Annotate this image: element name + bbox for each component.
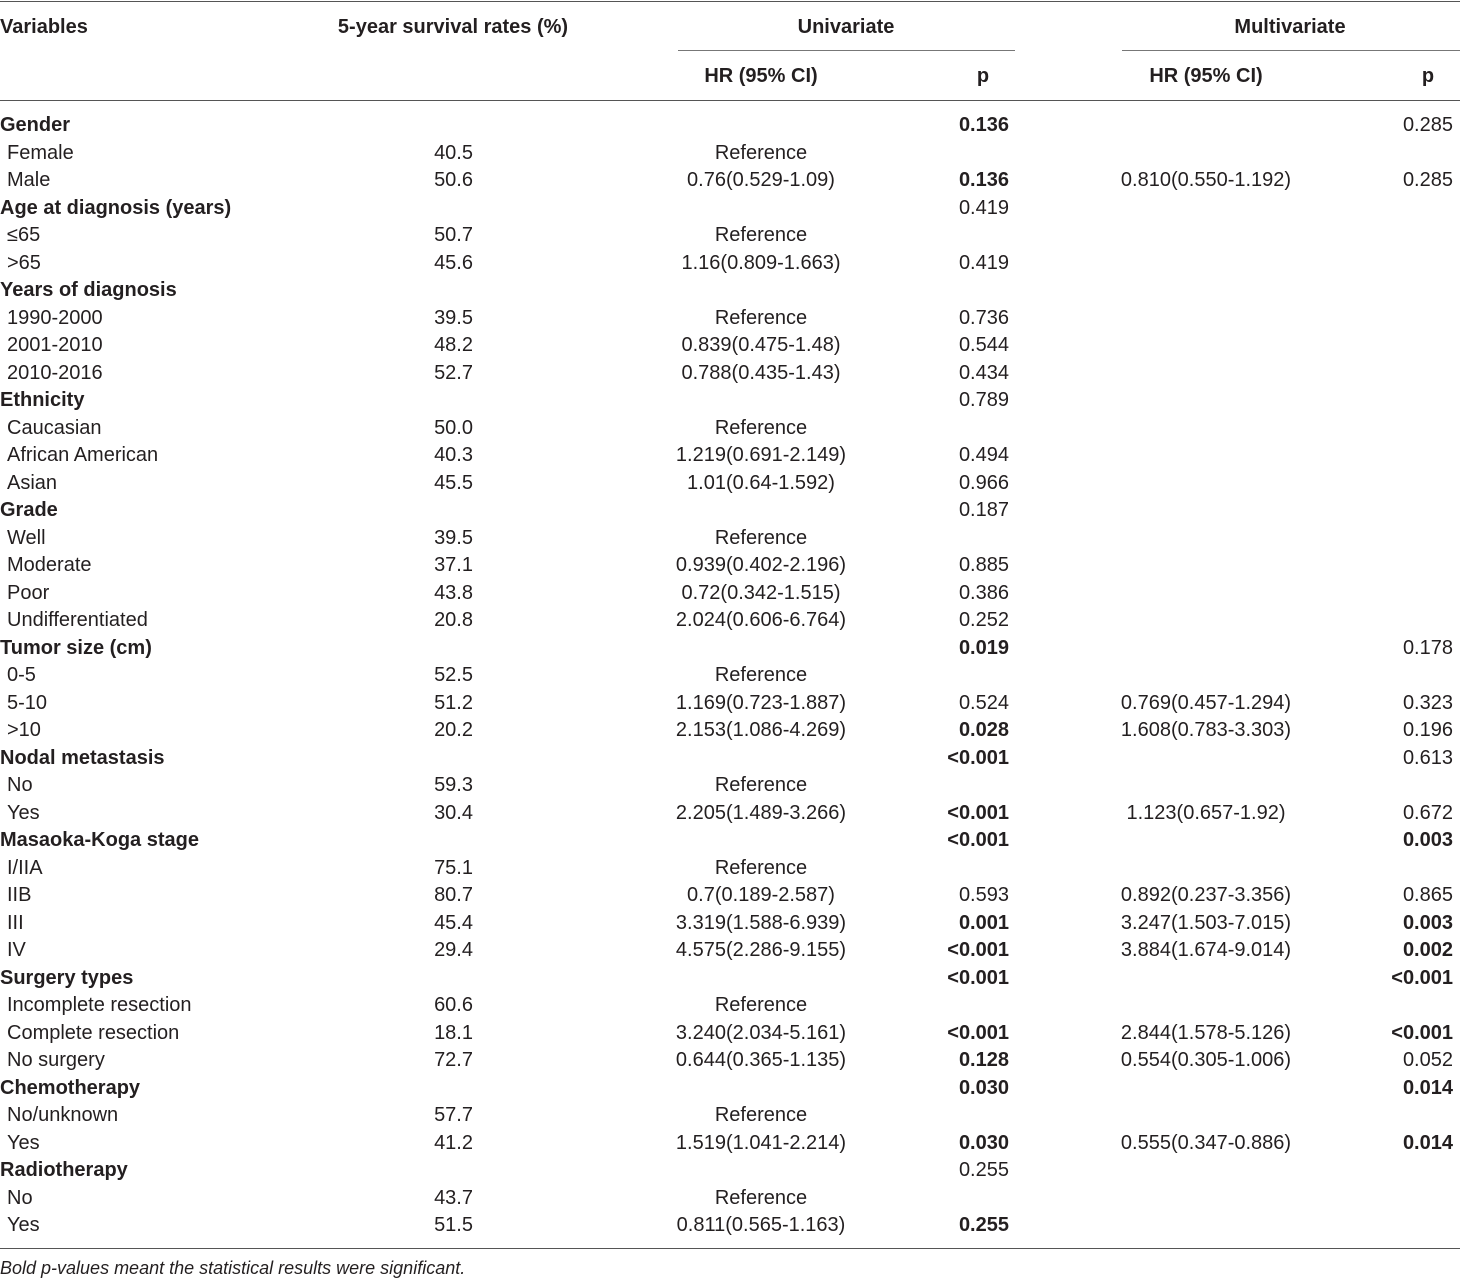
table-row	[0, 855, 1460, 883]
variable-cell: 2010-2016	[7, 361, 103, 384]
variable-cell: Yes	[7, 1214, 40, 1236]
uni-p-cell: 0.736	[958, 306, 1009, 329]
table-row	[0, 250, 1460, 278]
survival-cell: 43.7	[434, 1186, 473, 1209]
multi-hr-cell: 0.769(0.457-1.294)	[1120, 691, 1292, 714]
uni-hr-cell: 0.7(0.189-2.587)	[687, 884, 835, 906]
variable-cell: Gender	[0, 114, 71, 136]
uni-p-cell: 0.434	[958, 361, 1009, 384]
group-header-row	[0, 1157, 1460, 1185]
survival-cell: 59.3	[434, 774, 473, 796]
table-row	[0, 167, 1460, 195]
multi-p-cell: 0.196	[1402, 719, 1453, 741]
uni-hr-cell: Reference	[714, 774, 808, 796]
variable-cell: 5-10	[7, 691, 48, 714]
multi-p-cell: 0.014	[1402, 1076, 1453, 1099]
uni-p-cell: 0.885	[958, 554, 1009, 576]
uni-hr-cell: 2.205(1.489-3.266)	[675, 801, 847, 824]
variable-cell: Ethnicity	[0, 389, 85, 411]
multi-p-cell: 0.014	[1402, 1131, 1453, 1154]
uni-p-cell: 0.386	[958, 581, 1009, 604]
survival-cell: 50.0	[434, 416, 473, 439]
variable-cell: IV	[7, 939, 26, 961]
table-row	[0, 580, 1460, 608]
variable-cell: Undifferentiated	[7, 609, 148, 631]
uni-hr-cell: Reference	[714, 416, 808, 439]
group-header-row	[0, 277, 1460, 305]
survival-cell: 45.6	[434, 251, 473, 274]
uni-p-cell: <0.001	[947, 939, 1009, 961]
header-univariate: Univariate	[797, 16, 895, 38]
multi-p-cell: 0.285	[1402, 169, 1453, 191]
uni-hr-cell: 1.219(0.691-2.149)	[675, 444, 847, 466]
uni-p-cell: 0.001	[958, 911, 1009, 934]
table-row	[0, 992, 1460, 1020]
survival-cell: 52.5	[434, 664, 473, 686]
uni-p-cell: 0.494	[958, 444, 1009, 466]
table-row	[0, 332, 1460, 360]
survival-cell: 50.6	[434, 169, 473, 191]
survival-cell: 75.1	[434, 856, 473, 879]
uni-hr-cell: 0.839(0.475-1.48)	[681, 334, 841, 356]
variable-cell: Caucasian	[7, 416, 102, 439]
variable-cell: Grade	[0, 499, 58, 521]
header-uni-p: p	[976, 65, 990, 87]
uni-p-cell: <0.001	[947, 829, 1009, 851]
uni-hr-cell: Reference	[714, 664, 808, 686]
table-row	[0, 662, 1460, 690]
variable-cell: No	[7, 1186, 33, 1209]
uni-hr-cell: 0.76(0.529-1.09)	[687, 169, 835, 191]
uni-hr-cell: 0.939(0.402-2.196)	[675, 554, 847, 576]
survival-cell: 39.5	[434, 526, 473, 549]
variable-cell: Years of diagnosis	[0, 279, 177, 301]
variable-cell: 2001-2010	[7, 334, 103, 356]
variable-cell: Surgery types	[0, 966, 134, 989]
variable-cell: Yes	[7, 1131, 40, 1154]
table-row	[0, 1130, 1460, 1158]
header-variables: Variables	[0, 16, 88, 38]
multi-hr-cell: 3.884(1.674-9.014)	[1120, 939, 1292, 961]
group-header-row	[0, 827, 1460, 855]
survival-cell: 39.5	[434, 306, 473, 329]
header-uni-hr: HR (95% CI)	[704, 65, 818, 87]
survival-cell: 51.5	[434, 1214, 473, 1236]
table-row	[0, 525, 1460, 553]
uni-hr-cell: 0.72(0.342-1.515)	[681, 581, 841, 604]
multi-hr-cell: 0.810(0.550-1.192)	[1120, 169, 1292, 191]
uni-hr-cell: Reference	[714, 1104, 808, 1126]
table-row	[0, 470, 1460, 498]
multi-p-cell: 0.613	[1402, 746, 1453, 769]
multi-p-cell: <0.001	[1391, 966, 1453, 989]
variable-cell: Age at diagnosis (years)	[0, 196, 232, 219]
table-footnote: Bold p-values meant the statistical results were significant.	[0, 1258, 466, 1278]
group-header-row	[0, 387, 1460, 415]
multi-p-cell: 0.178	[1402, 636, 1453, 659]
variable-cell: Male	[7, 169, 51, 191]
multi-p-cell: <0.001	[1391, 1021, 1453, 1044]
uni-p-cell: 0.524	[958, 691, 1009, 714]
variable-cell: Complete resection	[7, 1021, 180, 1044]
variable-cell: Moderate	[7, 554, 92, 576]
uni-p-cell: 0.128	[958, 1049, 1009, 1071]
multi-hr-cell: 2.844(1.578-5.126)	[1120, 1021, 1292, 1044]
uni-hr-cell: 1.16(0.809-1.663)	[681, 251, 841, 274]
group-header-row	[0, 112, 1460, 140]
group-header-row	[0, 497, 1460, 525]
uni-p-cell: 0.593	[958, 884, 1009, 906]
table-row	[0, 772, 1460, 800]
uni-hr-cell: Reference	[714, 526, 808, 549]
group-header-row	[0, 745, 1460, 773]
table-row	[0, 800, 1460, 828]
table-row	[0, 717, 1460, 745]
table-row	[0, 937, 1460, 965]
survival-cell: 29.4	[434, 939, 473, 961]
header-multi-p: p	[1421, 65, 1435, 87]
uni-p-cell: 0.966	[958, 471, 1009, 494]
multi-p-cell: 0.052	[1402, 1049, 1453, 1071]
survival-cell: 40.5	[434, 141, 473, 164]
survival-cell: 51.2	[434, 691, 473, 714]
uni-hr-cell: Reference	[714, 856, 808, 879]
multi-p-cell: 0.285	[1402, 114, 1453, 136]
survival-cell: 30.4	[434, 801, 473, 824]
multi-p-cell: 0.003	[1402, 829, 1453, 851]
variable-cell: >10	[7, 719, 41, 741]
uni-p-cell: <0.001	[947, 801, 1009, 824]
uni-p-cell: 0.255	[958, 1159, 1009, 1181]
variable-cell: Nodal metastasis	[0, 746, 165, 769]
table-row	[0, 1102, 1460, 1130]
table-row	[0, 1212, 1460, 1240]
uni-p-cell: 0.030	[958, 1076, 1009, 1099]
uni-hr-cell: 1.01(0.64-1.592)	[687, 471, 835, 494]
variable-cell: >65	[7, 251, 41, 274]
uni-hr-cell: Reference	[714, 994, 808, 1016]
uni-p-cell: <0.001	[947, 746, 1009, 769]
survival-cell: 41.2	[434, 1131, 473, 1154]
multi-hr-cell: 0.892(0.237-3.356)	[1120, 884, 1292, 906]
table-row	[0, 442, 1460, 470]
multi-p-cell: 0.672	[1402, 801, 1453, 824]
table-row	[0, 1185, 1460, 1213]
uni-hr-cell: 2.153(1.086-4.269)	[675, 719, 847, 741]
bottom-rule	[0, 1248, 1460, 1249]
uni-p-cell: 0.419	[958, 196, 1009, 219]
table-row	[0, 1020, 1460, 1048]
survival-cell: 20.2	[434, 719, 473, 741]
univariate-span-rule	[678, 50, 1015, 51]
group-header-row	[0, 635, 1460, 663]
survival-cell: 60.6	[434, 994, 473, 1016]
uni-p-cell: <0.001	[947, 1021, 1009, 1044]
table-row	[0, 305, 1460, 333]
uni-p-cell: 0.030	[958, 1131, 1009, 1154]
group-header-row	[0, 1075, 1460, 1103]
uni-p-cell: 0.028	[958, 719, 1009, 741]
uni-p-cell: 0.019	[958, 636, 1009, 659]
uni-p-cell: 0.544	[958, 334, 1009, 356]
table-row	[0, 910, 1460, 938]
uni-p-cell: 0.136	[958, 114, 1009, 136]
uni-hr-cell: 2.024(0.606-6.764)	[675, 609, 847, 631]
table-row	[0, 222, 1460, 250]
group-header-row	[0, 965, 1460, 993]
variable-cell: 1990-2000	[7, 306, 103, 329]
table-row	[0, 1047, 1460, 1075]
survival-cell: 72.7	[434, 1049, 473, 1071]
survival-cell: 50.7	[434, 224, 473, 246]
survival-cell: 37.1	[434, 554, 473, 576]
variable-cell: III	[7, 911, 24, 934]
variable-cell: Masaoka-Koga stage	[0, 829, 199, 851]
multi-hr-cell: 0.555(0.347-0.886)	[1120, 1131, 1292, 1154]
header-multi-hr: HR (95% CI)	[1149, 65, 1263, 87]
survival-cell: 40.3	[434, 444, 473, 466]
variable-cell: Incomplete resection	[7, 994, 192, 1016]
variable-cell: 0-5	[7, 664, 36, 686]
survival-cell: 18.1	[434, 1021, 473, 1044]
multi-p-cell: 0.002	[1402, 939, 1453, 961]
uni-p-cell: 0.789	[958, 389, 1009, 411]
uni-p-cell: 0.136	[958, 169, 1009, 191]
multi-p-cell: 0.323	[1402, 691, 1453, 714]
uni-p-cell: 0.187	[958, 499, 1009, 521]
variable-cell: I/IIA	[7, 856, 43, 879]
table-body	[0, 112, 1460, 1240]
uni-hr-cell: 1.519(1.041-2.214)	[675, 1131, 847, 1154]
table-row	[0, 552, 1460, 580]
uni-p-cell: 0.255	[958, 1214, 1009, 1236]
variable-cell: Poor	[7, 581, 50, 604]
uni-p-cell: 0.252	[958, 609, 1009, 631]
survival-cell: 52.7	[434, 361, 473, 384]
multi-p-cell: 0.865	[1402, 884, 1453, 906]
multi-hr-cell: 1.608(0.783-3.303)	[1120, 719, 1292, 741]
multivariate-span-rule	[1122, 50, 1460, 51]
variable-cell: Well	[7, 526, 46, 549]
variable-cell: Asian	[7, 471, 58, 494]
multi-p-cell: 0.003	[1402, 911, 1453, 934]
variable-cell: African American	[7, 444, 159, 466]
multi-hr-cell: 1.123(0.657-1.92)	[1126, 801, 1286, 824]
variable-cell: No surgery	[7, 1049, 105, 1071]
survival-cell: 20.8	[434, 609, 473, 631]
uni-hr-cell: Reference	[714, 224, 808, 246]
variable-cell: Yes	[7, 801, 40, 824]
variable-cell: IIB	[7, 884, 32, 906]
uni-hr-cell: 0.644(0.365-1.135)	[675, 1049, 847, 1071]
variable-cell: Female	[7, 141, 74, 164]
survival-cell: 43.8	[434, 581, 473, 604]
variable-cell: No/unknown	[7, 1104, 119, 1126]
survival-cell: 45.5	[434, 471, 473, 494]
uni-hr-cell: 0.811(0.565-1.163)	[676, 1214, 846, 1236]
multi-hr-cell: 3.247(1.503-7.015)	[1120, 911, 1292, 934]
uni-hr-cell: 0.788(0.435-1.43)	[681, 361, 841, 384]
variable-cell: No	[7, 774, 33, 796]
table-row	[0, 882, 1460, 910]
variable-cell: Chemotherapy	[0, 1076, 141, 1099]
table-row	[0, 415, 1460, 443]
top-rule	[0, 1, 1460, 2]
variable-cell: Tumor size (cm)	[0, 636, 152, 659]
table-row	[0, 607, 1460, 635]
table-row	[0, 690, 1460, 718]
uni-hr-cell: 4.575(2.286-9.155)	[675, 939, 847, 961]
uni-hr-cell: 1.169(0.723-1.887)	[675, 691, 847, 714]
uni-p-cell: <0.001	[947, 966, 1009, 989]
multi-hr-cell: 0.554(0.305-1.006)	[1120, 1049, 1292, 1071]
table-row	[0, 360, 1460, 388]
variable-cell: ≤65	[7, 224, 41, 246]
survival-cell: 80.7	[434, 884, 473, 906]
uni-hr-cell: 3.319(1.588-6.939)	[675, 911, 847, 934]
header-survival: 5-year survival rates (%)	[337, 16, 569, 38]
uni-p-cell: 0.419	[958, 251, 1009, 274]
survival-cell: 57.7	[434, 1104, 473, 1126]
uni-hr-cell: 3.240(2.034-5.161)	[675, 1021, 847, 1044]
uni-hr-cell: Reference	[714, 306, 808, 329]
header-multivariate: Multivariate	[1234, 16, 1346, 38]
uni-hr-cell: Reference	[714, 141, 808, 164]
survival-cell: 45.4	[434, 911, 473, 934]
group-header-row	[0, 195, 1460, 223]
survival-cell: 48.2	[434, 334, 473, 356]
variable-cell: Radiotherapy	[0, 1159, 128, 1181]
header-bottom-rule	[0, 100, 1460, 101]
uni-hr-cell: Reference	[714, 1186, 808, 1209]
table-row	[0, 140, 1460, 168]
